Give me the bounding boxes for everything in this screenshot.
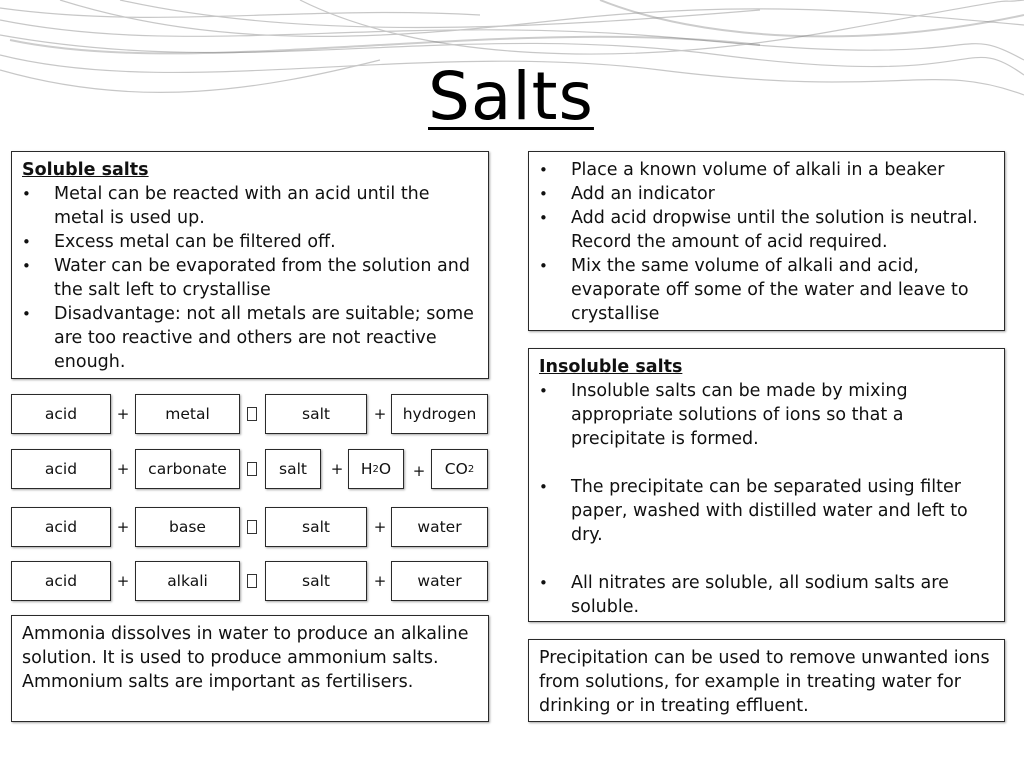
- soluble-salts-list: [22, 182, 478, 374]
- list-item: • All nitrates are soluble, all sodium salts are soluble.: [539, 571, 994, 619]
- titration-box: [528, 151, 1005, 331]
- plus-sign: +: [116, 572, 130, 590]
- product-carbon-dioxide: [431, 449, 488, 489]
- reactant-acid: acid: [11, 507, 111, 547]
- product-salt: salt: [265, 561, 367, 601]
- plus-sign: +: [373, 518, 387, 536]
- arrow-icon: [247, 462, 257, 476]
- soluble-salts-box: [11, 151, 489, 379]
- insoluble-salts-list: [539, 379, 994, 619]
- product-salt: salt: [265, 394, 367, 434]
- list-item: • Place a known volume of alkali in a beaker: [539, 158, 994, 182]
- arrow-icon: [247, 407, 257, 421]
- plus-sign: +: [330, 460, 344, 478]
- list-item: • Excess metal can be filtered off.: [22, 230, 478, 254]
- insoluble-salts-box: [528, 348, 1005, 622]
- formula-text: CO: [444, 460, 468, 478]
- reactant-metal: metal: [135, 394, 240, 434]
- plus-sign: +: [373, 405, 387, 423]
- insoluble-salts-heading: Insoluble salts: [539, 357, 683, 377]
- reactant-acid: acid: [11, 394, 111, 434]
- formula-subscript: 2: [467, 463, 475, 475]
- precipitation-text: Precipitation can be used to remove unwanted ions from solutions, for example in treating water for drinking or in treating effluent.: [539, 648, 990, 716]
- list-item: • The precipitate can be separated using filter paper, washed with distilled water and left to dry.: [539, 475, 994, 547]
- product-water: water: [391, 507, 488, 547]
- formula-text: O: [378, 460, 392, 478]
- ammonia-box: [11, 615, 489, 722]
- reactant-base: base: [135, 507, 240, 547]
- reactant-acid: acid: [11, 449, 111, 489]
- plus-sign: +: [412, 462, 426, 480]
- plus-sign: +: [116, 518, 130, 536]
- plus-sign: +: [116, 405, 130, 423]
- list-item: • Add an indicator: [539, 182, 994, 206]
- product-salt: salt: [265, 449, 321, 489]
- product-water: water: [391, 561, 488, 601]
- list-item: • Add acid dropwise until the solution is neutral. Record the amount of acid required.: [539, 206, 994, 254]
- arrow-icon: [247, 574, 257, 588]
- list-item: • Disadvantage: not all metals are suitable; some are too reactive and others are not reactive enough.: [22, 302, 478, 374]
- plus-sign: +: [116, 460, 130, 478]
- arrow-icon: [247, 520, 257, 534]
- formula-text: H: [360, 460, 373, 478]
- page-title: Salts: [428, 58, 594, 135]
- product-water-formula: [348, 449, 404, 489]
- precipitation-box: [528, 639, 1005, 722]
- list-item: • Metal can be reacted with an acid until the metal is used up.: [22, 182, 478, 230]
- reactant-acid: acid: [11, 561, 111, 601]
- product-hydrogen: hydrogen: [391, 394, 488, 434]
- list-item: • Water can be evaporated from the solution and the salt left to crystallise: [22, 254, 478, 302]
- list-item: • Insoluble salts can be made by mixing appropriate solutions of ions so that a precipitate is formed.: [539, 379, 994, 451]
- soluble-salts-heading: Soluble salts: [22, 160, 149, 180]
- list-item: • Mix the same volume of alkali and acid, evaporate off some of the water and leave to crystallise: [539, 254, 994, 326]
- titration-list: [539, 158, 994, 326]
- ammonia-text: Ammonia dissolves in water to produce an alkaline solution. It is used to produce ammonium salts. Ammonium salts are important as fertilisers.: [22, 624, 469, 692]
- reactant-alkali: alkali: [135, 561, 240, 601]
- product-salt: salt: [265, 507, 367, 547]
- reactant-carbonate: carbonate: [135, 449, 240, 489]
- plus-sign: +: [373, 572, 387, 590]
- formula-subscript: 2: [372, 463, 379, 475]
